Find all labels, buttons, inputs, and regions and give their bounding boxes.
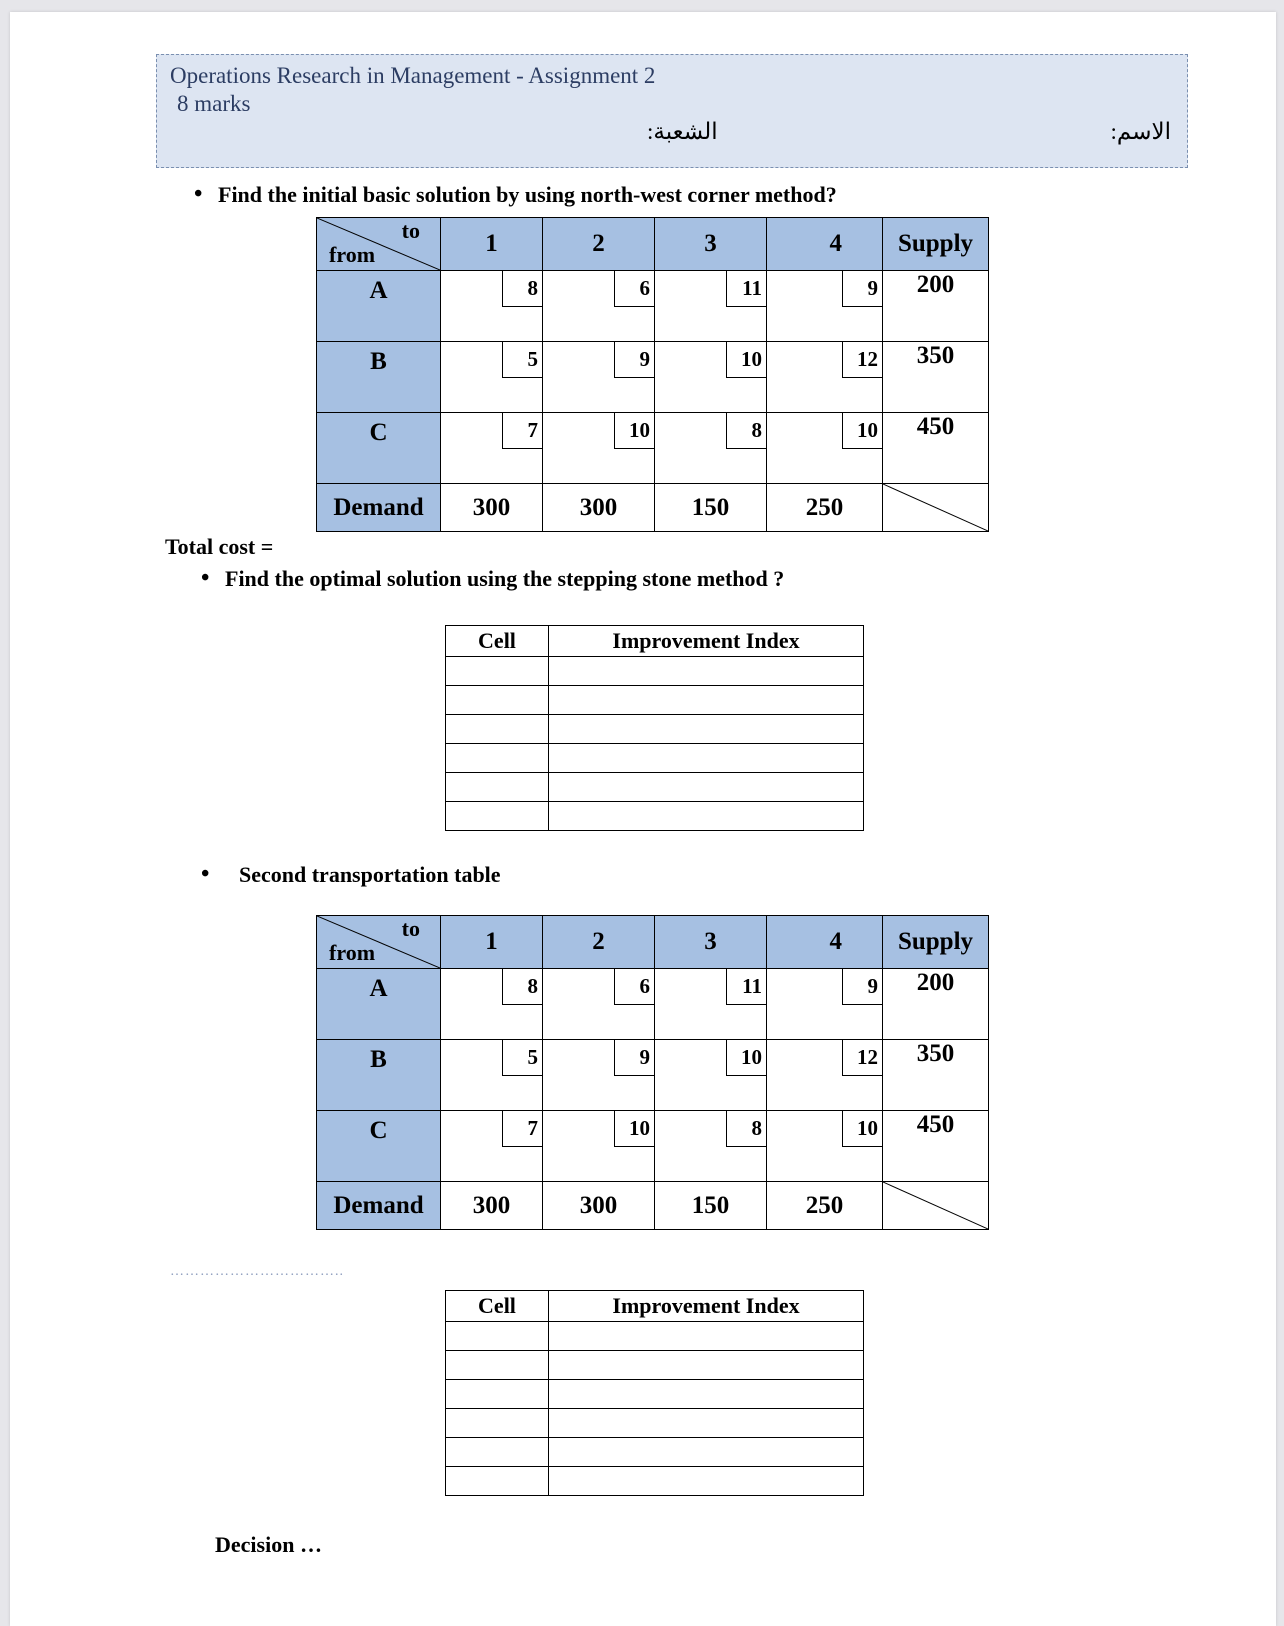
index-input[interactable]	[549, 715, 864, 744]
row-label-b: B	[317, 342, 441, 413]
cell-a4	[767, 271, 883, 342]
cell-a1	[441, 969, 543, 1040]
to-label: to	[401, 218, 420, 243]
improvement-index-header: Improvement Index	[549, 1291, 864, 1322]
cell-c2	[543, 413, 655, 484]
row-label-a: A	[317, 271, 441, 342]
col-header-1: 1	[441, 916, 543, 969]
table-row	[317, 413, 989, 484]
cost-box: 9	[614, 1040, 654, 1076]
row-label-c: C	[317, 1111, 441, 1182]
dotted-separator: ……………………………..	[170, 1264, 344, 1279]
bullet-icon: •	[194, 181, 203, 207]
table-row	[317, 342, 989, 413]
cell-input[interactable]	[446, 773, 549, 802]
cost-box: 10	[614, 413, 654, 449]
improvement-index-table-2	[445, 1290, 864, 1496]
cell-c2	[543, 1111, 655, 1182]
cell-input[interactable]	[446, 715, 549, 744]
row-label-c: C	[317, 413, 441, 484]
transportation-table-1	[316, 217, 989, 532]
cell-c3	[655, 1111, 767, 1182]
supply-c: 450	[883, 1111, 989, 1182]
from-label: from	[329, 242, 376, 267]
index-input[interactable]	[549, 1380, 864, 1409]
index-input[interactable]	[549, 686, 864, 715]
supply-b: 350	[883, 342, 989, 413]
cell-input[interactable]	[446, 802, 549, 831]
cell-input[interactable]	[446, 1409, 549, 1438]
cell-header: Cell	[446, 626, 549, 657]
cost-box: 9	[842, 271, 882, 307]
demand-4: 250	[767, 1182, 883, 1230]
row-label-a: A	[317, 969, 441, 1040]
cell-input[interactable]	[446, 657, 549, 686]
cell-b2	[543, 342, 655, 413]
assignment-header	[156, 54, 1188, 168]
empty-diagonal-cell	[883, 484, 989, 532]
row-label-b: B	[317, 1040, 441, 1111]
table-row	[446, 802, 864, 831]
cell-c1	[441, 413, 543, 484]
improvement-index-header: Improvement Index	[549, 626, 864, 657]
from-label: from	[329, 940, 376, 965]
demand-3: 150	[655, 484, 767, 532]
cell-input[interactable]	[446, 1438, 549, 1467]
cell-a2	[543, 271, 655, 342]
demand-label: Demand	[317, 484, 441, 532]
cell-input[interactable]	[446, 1351, 549, 1380]
table-row	[317, 1111, 989, 1182]
demand-3: 150	[655, 1182, 767, 1230]
cost-box: 6	[614, 271, 654, 307]
cell-a4	[767, 969, 883, 1040]
cell-b4	[767, 342, 883, 413]
demand-row	[317, 484, 989, 532]
cell-b4	[767, 1040, 883, 1111]
demand-2: 300	[543, 484, 655, 532]
decision-label: Decision …	[215, 1532, 322, 1557]
cost-box: 7	[502, 413, 542, 449]
table-row	[446, 1322, 864, 1351]
question-3	[201, 861, 501, 888]
cost-box: 9	[842, 969, 882, 1005]
cost-box: 10	[726, 1040, 766, 1076]
cell-b3	[655, 342, 767, 413]
index-input[interactable]	[549, 657, 864, 686]
cell-a2	[543, 969, 655, 1040]
supply-c: 450	[883, 413, 989, 484]
demand-1: 300	[441, 1182, 543, 1230]
cost-box: 10	[614, 1111, 654, 1147]
question-2	[201, 565, 785, 592]
index-input[interactable]	[549, 1322, 864, 1351]
cost-box: 6	[614, 969, 654, 1005]
cell-b3	[655, 1040, 767, 1111]
table-row	[317, 969, 989, 1040]
cost-box: 5	[502, 342, 542, 378]
supply-header: Supply	[883, 218, 989, 271]
index-input[interactable]	[549, 1409, 864, 1438]
section-label: الشعبة:	[647, 119, 718, 144]
cost-box: 12	[842, 342, 882, 378]
cost-box: 11	[726, 969, 766, 1005]
cost-box: 7	[502, 1111, 542, 1147]
cell-c4	[767, 1111, 883, 1182]
table-row	[446, 773, 864, 802]
cost-box: 9	[614, 342, 654, 378]
table-row	[446, 657, 864, 686]
index-input[interactable]	[549, 802, 864, 831]
cell-b1	[441, 342, 543, 413]
cell-input[interactable]	[446, 1380, 549, 1409]
cell-b2	[543, 1040, 655, 1111]
document-page	[10, 12, 1276, 1626]
table-row	[446, 1467, 864, 1496]
col-header-3: 3	[655, 218, 767, 271]
cell-a3	[655, 271, 767, 342]
question-1-text: Find the initial basic solution by using north-west corner method?	[218, 182, 837, 207]
supply-b: 350	[883, 1040, 989, 1111]
supply-header: Supply	[883, 916, 989, 969]
to-label: to	[401, 916, 420, 941]
table-row	[446, 686, 864, 715]
table-row	[446, 715, 864, 744]
cell-c4	[767, 413, 883, 484]
cell-input[interactable]	[446, 744, 549, 773]
table-row	[317, 271, 989, 342]
col-header-2: 2	[543, 218, 655, 271]
cost-box: 10	[842, 1111, 882, 1147]
question-3-text: Second transportation table	[239, 862, 501, 887]
cell-input[interactable]	[446, 1322, 549, 1351]
cell-c3	[655, 413, 767, 484]
total-cost-text: Total cost =	[165, 534, 274, 559]
cell-input[interactable]	[446, 686, 549, 715]
question-1	[194, 181, 837, 208]
cell-a3	[655, 969, 767, 1040]
cost-box: 8	[502, 271, 542, 307]
index-input[interactable]	[549, 1438, 864, 1467]
index-input[interactable]	[549, 1351, 864, 1380]
cell-input[interactable]	[446, 1467, 549, 1496]
cost-box: 8	[726, 413, 766, 449]
total-cost-label	[165, 534, 273, 560]
table-row	[446, 1351, 864, 1380]
name-label: الاسم:	[1110, 119, 1171, 144]
index-input[interactable]	[549, 744, 864, 773]
cost-box: 8	[502, 969, 542, 1005]
assignment-title: Operations Research in Management - Assignment 2	[170, 63, 656, 88]
col-header-4: 4	[767, 916, 883, 969]
transportation-table-2	[316, 915, 989, 1230]
improvement-index-table-1	[445, 625, 864, 831]
bullet-icon: •	[201, 861, 210, 887]
col-header-2: 2	[543, 916, 655, 969]
cost-box: 5	[502, 1040, 542, 1076]
col-header-3: 3	[655, 916, 767, 969]
demand-2: 300	[543, 1182, 655, 1230]
cell-c1	[441, 1111, 543, 1182]
assignment-marks: 8 marks	[177, 91, 251, 116]
cell-header: Cell	[446, 1291, 549, 1322]
demand-1: 300	[441, 484, 543, 532]
col-header-1: 1	[441, 218, 543, 271]
table-row	[446, 744, 864, 773]
table-row	[317, 1040, 989, 1111]
cell-b1	[441, 1040, 543, 1111]
cost-box: 12	[842, 1040, 882, 1076]
table-row	[446, 1380, 864, 1409]
cost-box: 10	[842, 413, 882, 449]
table-row	[446, 1409, 864, 1438]
cost-box: 11	[726, 271, 766, 307]
question-2-text: Find the optimal solution using the stepping stone method ?	[225, 566, 785, 591]
corner-cell	[317, 916, 441, 969]
col-header-4: 4	[767, 218, 883, 271]
demand-4: 250	[767, 484, 883, 532]
cell-a1	[441, 271, 543, 342]
index-input[interactable]	[549, 773, 864, 802]
supply-a: 200	[883, 271, 989, 342]
supply-a: 200	[883, 969, 989, 1040]
demand-label: Demand	[317, 1182, 441, 1230]
table-row	[446, 1438, 864, 1467]
cost-box: 8	[726, 1111, 766, 1147]
index-input[interactable]	[549, 1467, 864, 1496]
corner-cell	[317, 218, 441, 271]
cost-box: 10	[726, 342, 766, 378]
empty-diagonal-cell	[883, 1182, 989, 1230]
demand-row	[317, 1182, 989, 1230]
bullet-icon: •	[201, 565, 210, 591]
